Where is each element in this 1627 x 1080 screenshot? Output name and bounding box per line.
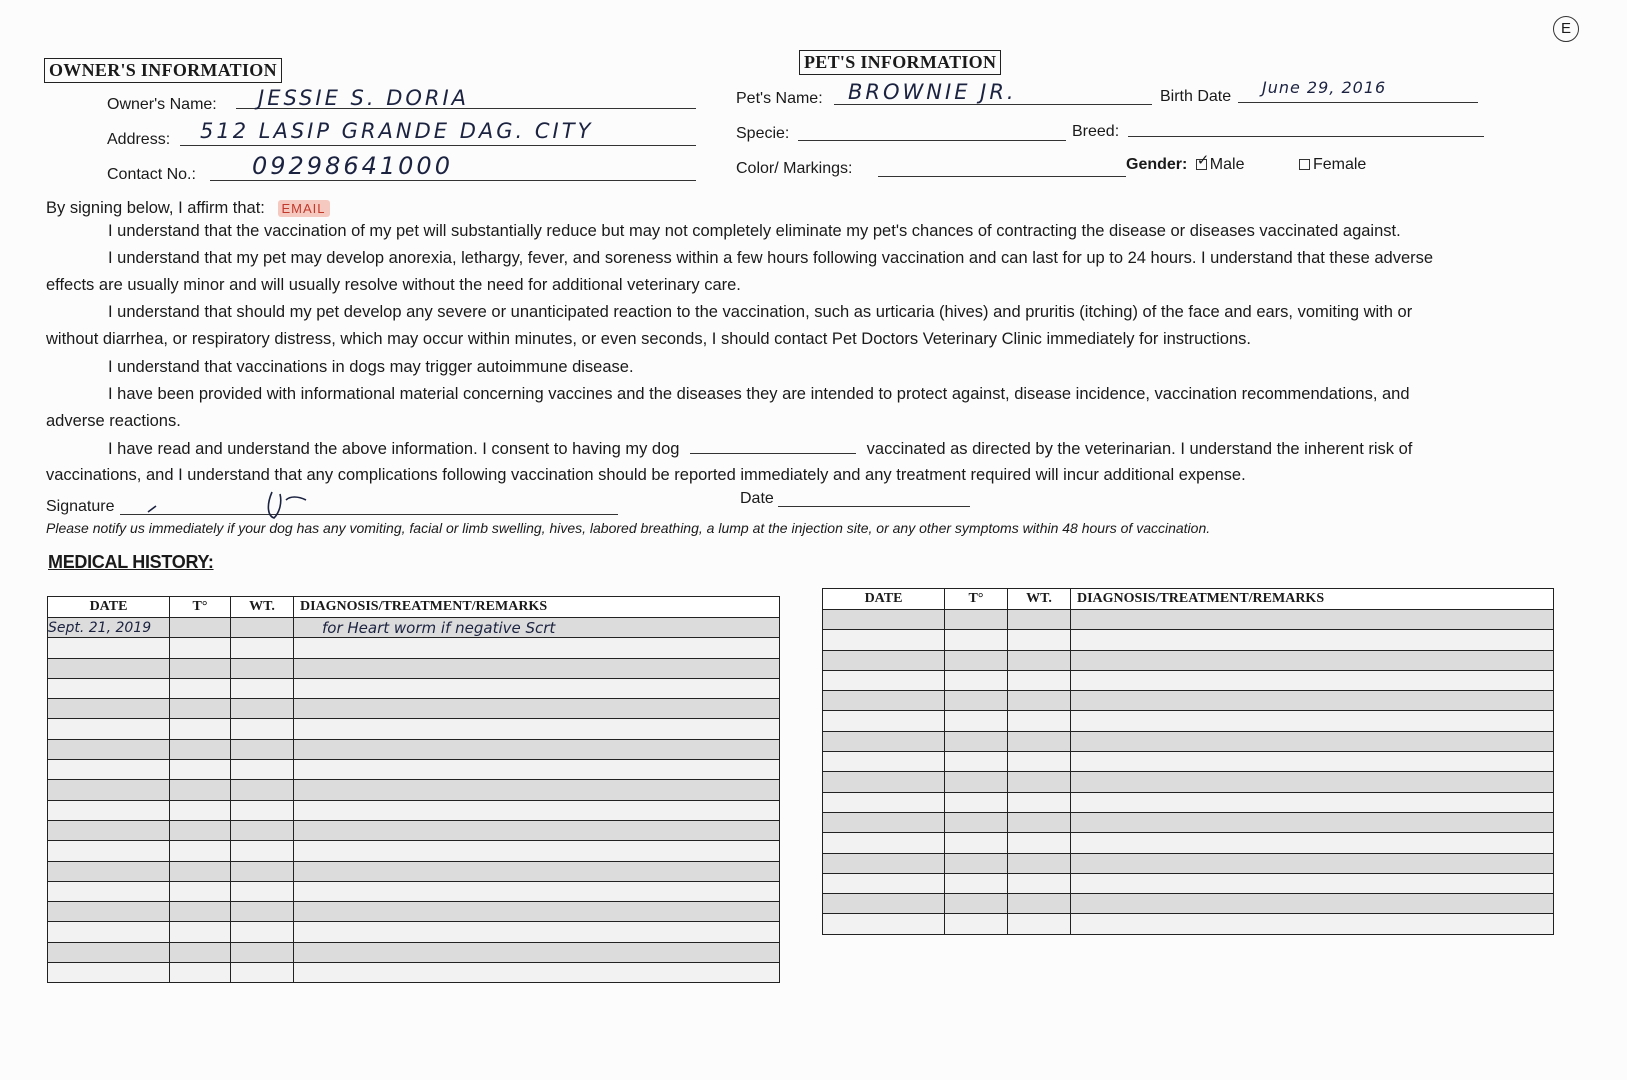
table-row[interactable] xyxy=(823,610,1554,630)
consent-p4: I understand that vaccinations in dogs may trigger autoimmune disease. xyxy=(108,358,634,376)
table-row[interactable] xyxy=(823,752,1554,772)
birth-date-label: Birth Date xyxy=(1160,88,1232,105)
male-checkbox-icon[interactable]: ✓ xyxy=(1196,152,1210,170)
col-weight-right: WT. xyxy=(1008,589,1071,610)
table-row[interactable] xyxy=(823,711,1554,731)
consent-p6a-start: I have read and understand the above information. I consent to having my dog xyxy=(108,440,680,458)
table-row[interactable] xyxy=(48,963,780,983)
table-row[interactable] xyxy=(48,760,780,780)
contact-value[interactable]: 09298641000 xyxy=(252,152,453,180)
owner-name-label: Owner's Name: xyxy=(107,96,217,113)
address-label: Address: xyxy=(107,131,171,148)
table-row[interactable] xyxy=(48,638,780,658)
col-temp: T° xyxy=(170,597,231,618)
gender-label-text: Gender: xyxy=(1126,156,1188,173)
consent-p3a: I understand that should my pet develop any severe or unanticipated reaction to the vaccination, such as urticaria (hives) and pruritis (itching) of the face and ears, vomiting with or xyxy=(108,303,1413,321)
gender-male-label: Male xyxy=(1209,156,1245,173)
table-row[interactable] xyxy=(823,670,1554,690)
gender-label xyxy=(1126,152,1367,174)
date-line[interactable] xyxy=(778,506,970,507)
female-checkbox-icon[interactable] xyxy=(1299,159,1310,170)
table-row[interactable] xyxy=(823,853,1554,873)
table-row[interactable] xyxy=(823,812,1554,832)
row-temp[interactable] xyxy=(170,618,231,638)
consent-intro xyxy=(46,199,330,218)
signature-scribble xyxy=(140,482,340,522)
pet-name-value[interactable]: BROWNIE JR. xyxy=(848,80,1017,104)
email-tag: EMAIL xyxy=(278,200,330,217)
gender-female-label: Female xyxy=(1312,156,1367,173)
col-temp-right: T° xyxy=(945,589,1008,610)
medical-history-table-left xyxy=(47,596,780,983)
pet-name-label: Pet's Name: xyxy=(736,90,823,107)
table-row[interactable] xyxy=(823,731,1554,751)
owner-name-value[interactable]: JESSIE S. DORIA xyxy=(258,86,470,110)
table-row[interactable] xyxy=(823,873,1554,893)
table-row[interactable] xyxy=(823,833,1554,853)
table-row[interactable] xyxy=(48,780,780,800)
col-remarks: DIAGNOSIS/TREATMENT/REMARKS xyxy=(294,597,780,618)
table-row[interactable] xyxy=(48,942,780,962)
signature-label: Signature xyxy=(46,498,115,515)
table-row[interactable] xyxy=(823,772,1554,792)
table-row[interactable] xyxy=(823,914,1554,934)
corner-mark: E xyxy=(1553,16,1579,42)
table-row[interactable] xyxy=(48,699,780,719)
consent-p1: I understand that the vaccination of my pet will substantially reduce but may not completely eliminate my pet's chances of contracting the disease or diseases vaccinated against. xyxy=(108,222,1401,240)
address-value[interactable]: 512 LASIP GRANDE DAG. CITY xyxy=(200,119,594,143)
consent-p5a: I have been provided with informational material concerning vaccines and the diseases they are intended to protect against, disease incidence, vaccination recommendations, and xyxy=(108,385,1410,403)
consent-p3b: without diarrhea, or respiratory distress, which may occur within minutes, or even seconds, I should contact Pet Doctors Veterinary Clinic immediately for instructions. xyxy=(46,330,1251,348)
color-markings-label: Color/ Markings: xyxy=(736,160,853,177)
consent-p5b: adverse reactions. xyxy=(46,412,181,430)
row-date[interactable]: Sept. 21, 2019 xyxy=(48,618,170,638)
table-row[interactable] xyxy=(48,678,780,698)
col-date-right: DATE xyxy=(823,589,945,610)
pet-heading: PET'S INFORMATION xyxy=(799,50,1001,75)
birth-date-value[interactable]: June 29, 2016 xyxy=(1262,78,1387,97)
col-date: DATE xyxy=(48,597,170,618)
dog-name-blank[interactable] xyxy=(690,439,856,454)
table-row[interactable] xyxy=(48,618,780,638)
owner-heading: OWNER'S INFORMATION xyxy=(44,58,282,83)
table-row[interactable] xyxy=(823,894,1554,914)
gender-male-option[interactable] xyxy=(1196,152,1245,173)
medical-history-heading: MEDICAL HISTORY: xyxy=(48,552,214,572)
notify-notice: Please notify us immediately if your dog has any vomiting, facial or limb swelling, hives, labored breathing, a lump at the injection site, or any other symptoms within 48 hours of vaccination. xyxy=(46,520,1211,536)
table-row[interactable] xyxy=(48,902,780,922)
table-row[interactable] xyxy=(48,861,780,881)
table-row[interactable] xyxy=(48,841,780,861)
consent-intro-text: By signing below, I affirm that: xyxy=(46,199,265,217)
table-row[interactable] xyxy=(48,739,780,759)
table-row[interactable] xyxy=(823,691,1554,711)
row-weight[interactable] xyxy=(231,618,294,638)
medical-history-table-right xyxy=(822,588,1554,935)
table-row[interactable] xyxy=(823,630,1554,650)
consent-p6b: vaccinations, and I understand that any complications following vaccination should be reported immediately and any treatment required will incur additional expense. xyxy=(46,466,1246,484)
table-row[interactable] xyxy=(823,650,1554,670)
consent-p2a: I understand that my pet may develop anorexia, lethargy, fever, and soreness within a few hours following vaccination and can last for up to 24 hours. I understand that these adverse xyxy=(108,249,1434,267)
table-row[interactable] xyxy=(48,800,780,820)
row-remarks[interactable]: for Heart worm if negative Scrt xyxy=(294,618,780,638)
date-label: Date xyxy=(740,490,774,507)
breed-label: Breed: xyxy=(1072,123,1120,140)
col-remarks-right: DIAGNOSIS/TREATMENT/REMARKS xyxy=(1071,589,1554,610)
contact-label: Contact No.: xyxy=(107,166,196,183)
table-row[interactable] xyxy=(48,881,780,901)
consent-p6a-end: vaccinated as directed by the veterinarian. I understand the inherent risk of xyxy=(866,440,1413,458)
table-row[interactable] xyxy=(48,719,780,739)
consent-p6a xyxy=(108,439,1412,459)
table-row[interactable] xyxy=(48,922,780,942)
col-weight: WT. xyxy=(231,597,294,618)
table-row[interactable] xyxy=(823,792,1554,812)
table-row[interactable] xyxy=(48,820,780,840)
table-row[interactable] xyxy=(48,658,780,678)
gender-female-option[interactable] xyxy=(1299,156,1366,173)
specie-label: Specie: xyxy=(736,125,790,142)
consent-p2b: effects are usually minor and will usually resolve without the need for additional veterinary care. xyxy=(46,276,741,294)
